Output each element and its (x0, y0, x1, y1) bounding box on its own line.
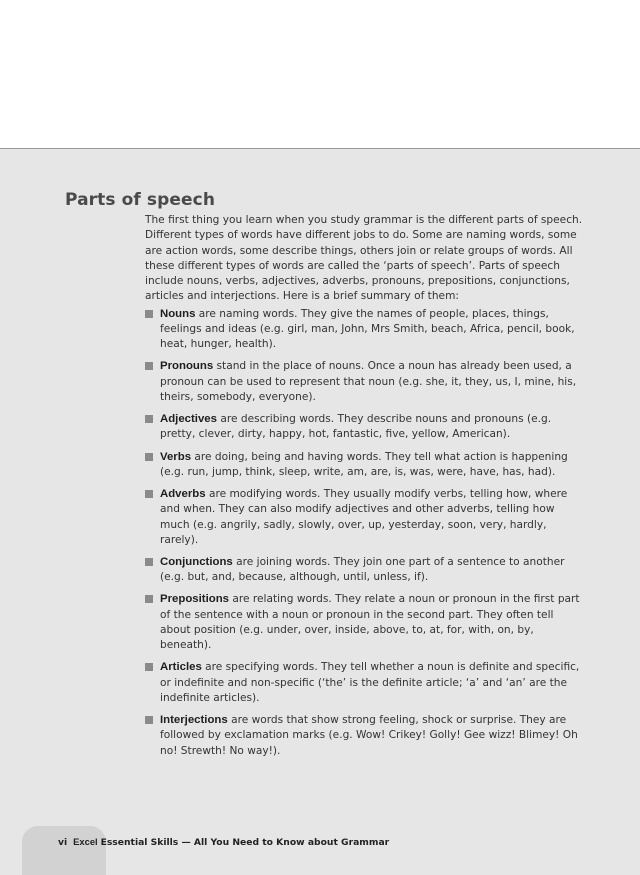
square-bullet-icon (145, 490, 153, 498)
square-bullet-icon (145, 453, 153, 461)
square-bullet-icon (145, 558, 153, 566)
item-term: Interjections (160, 713, 228, 726)
book-title: Essential Skills — All You Need to Know about Grammar (100, 837, 390, 848)
item-text: are words that show strong feeling, shock or surprise. They are followed by exclamation marks (e.g. Wow! Crikey! Golly! Gee wizz! Blimey! Oh no! Strewth! No way!). (160, 713, 578, 757)
list-item (145, 713, 585, 759)
section-heading: Parts of speech (65, 190, 216, 210)
item-term: Nouns (160, 307, 196, 320)
square-bullet-icon (145, 310, 153, 318)
list-item (145, 359, 585, 405)
square-bullet-icon (145, 663, 153, 671)
list-item (145, 555, 585, 586)
item-term: Adjectives (160, 413, 217, 426)
item-text: are specifying words. They tell whether a noun is definite and specific, or indefinite and non-specific (‘the’ is the definite article; ‘a’ and ‘an’ are the indefinite articles). (160, 661, 580, 704)
item-term: Conjunctions (160, 555, 233, 568)
intro-paragraph: The first thing you learn when you study grammar is the different parts of speech. Different types of words have different jobs to do. Some are naming words, some are action words, some describe things, others join or relate groups of words. All these different types of words are called the ‘parts of speech’. Parts of speech include nouns, verbs, adjectives, adverbs, pronouns, prepositions, conjunctions, articles and interjections. Here is a brief summary of them: (145, 214, 583, 303)
list-item (145, 660, 585, 706)
section-body (145, 213, 585, 766)
square-bullet-icon (145, 362, 153, 370)
list-item (145, 307, 585, 353)
list-item (145, 487, 585, 548)
item-text: are modifying words. They usually modify verbs, telling how, where and when. They can also modify adjectives and other adverbs, telling how much (e.g. angrily, sadly, slowly, over, up, yesterday, soon, very, hardly, rarely). (160, 487, 568, 546)
item-text: are joining words. They join one part of a sentence to another (e.g. but, and, because, although, until, unless, if). (160, 555, 565, 584)
item-text: stand in the place of nouns. Once a noun has already been used, a pronoun can be used to represent that noun (e.g. she, it, they, us, I, mine, his, theirs, somebody, everyone). (160, 360, 577, 404)
item-text: are relating words. They relate a noun or pronoun in the first part of the sentence with a noun or pronoun in the second part. They often tell about position (e.g. under, over, inside, above, to, at, for, with, on, by, beneath). (160, 593, 580, 652)
item-term: Adverbs (160, 487, 206, 500)
parts-of-speech-list (145, 307, 585, 759)
square-bullet-icon (145, 716, 153, 724)
list-item (145, 592, 585, 653)
item-term: Pronouns (160, 360, 214, 373)
square-bullet-icon (145, 595, 153, 603)
square-bullet-icon (145, 415, 153, 423)
list-item (145, 412, 585, 443)
item-text: are doing, being and having words. They tell what action is happening (e.g. run, jump, think, sleep, write, am, are, is, was, were, have, has, had). (160, 450, 568, 478)
page-footer (58, 836, 389, 848)
item-term: Verbs (160, 450, 192, 463)
brand-logo-text: Excel (73, 836, 98, 847)
top-margin (0, 0, 640, 148)
footer-page-tab (22, 826, 106, 875)
item-text: are describing words. They describe nouns and pronouns (e.g. pretty, clever, dirty, happy, hot, fantastic, five, yellow, American). (160, 413, 552, 441)
list-item (145, 450, 585, 481)
item-text: are naming words. They give the names of people, places, things, feelings and ideas (e.g. girl, man, John, Mrs Smith, beach, Africa, pencil, book, heat, hunger, health). (160, 307, 575, 351)
item-term: Articles (160, 661, 202, 674)
page-number: vi (58, 837, 68, 848)
item-term: Prepositions (160, 593, 229, 606)
